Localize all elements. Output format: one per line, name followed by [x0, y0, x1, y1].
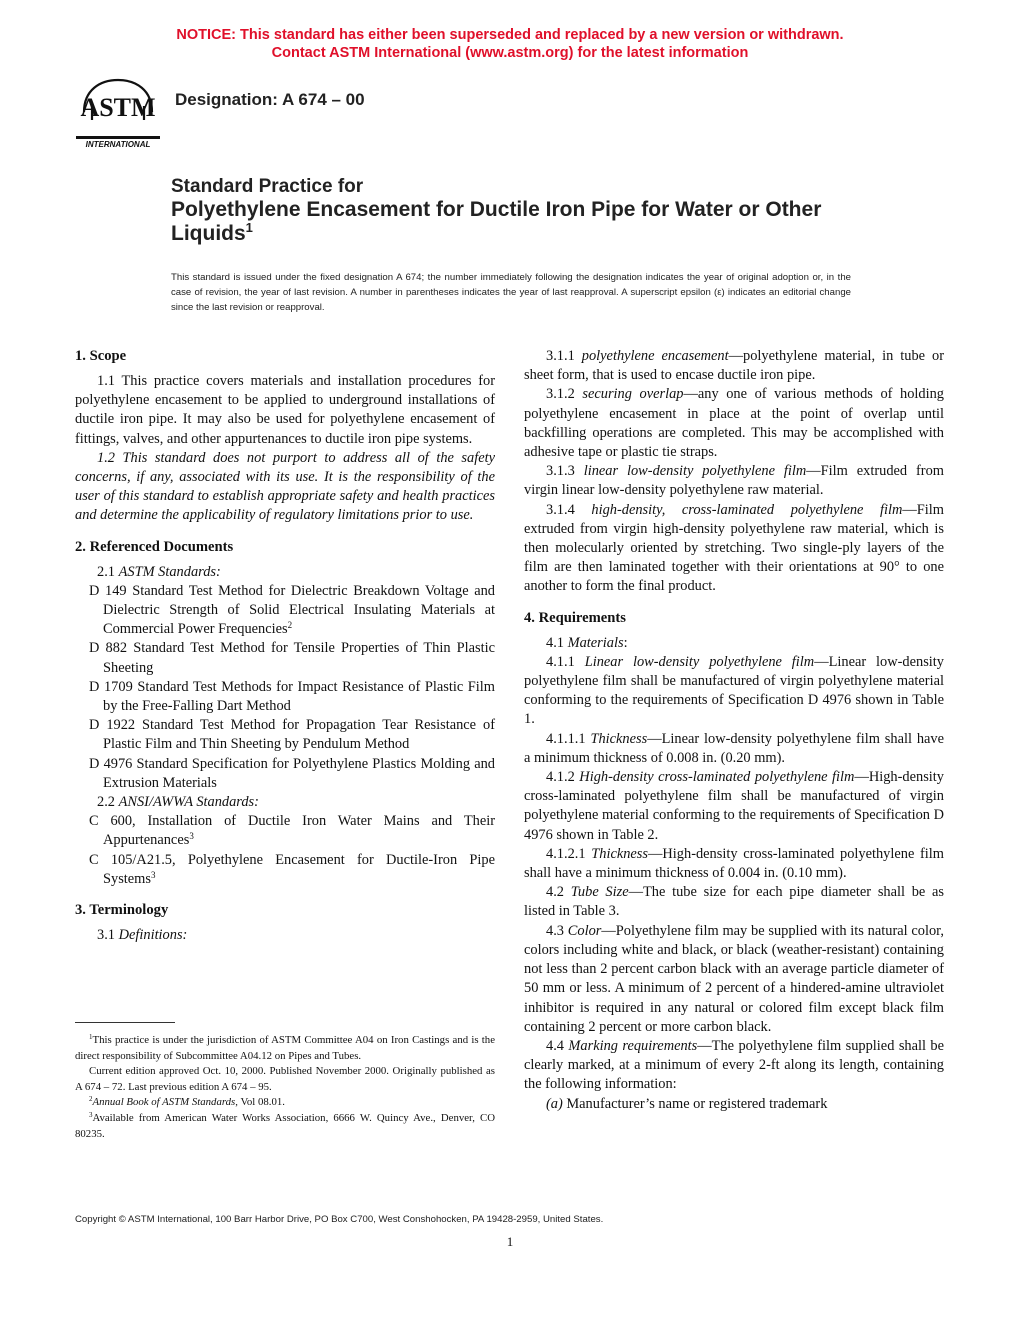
scope-heading: 1. Scope	[75, 348, 127, 364]
terminology-heading: 3. Terminology	[75, 902, 169, 919]
ref-d1922: D 1922 Standard Test Method for Propagation Tear Resistance of Plastic Film and Thin Sheeting by Pendulum Method	[89, 717, 495, 753]
footnote-2: $^2$Annual Book of ASTM Standards, Vol 08.01.	[89, 1095, 285, 1109]
title-footnote-mark: 1	[245, 220, 253, 235]
issuance-statement: This standard is issued under the fixed designation A 674; the number immediately following the designation indicates the year of original adoption or, in the case of revision, the year of last revision. A number in parentheses indicates the year of last reapproval. A superscript epsilon (ε) indicates an editorial change since the last revision or reapproval.	[171, 272, 851, 313]
req-4-4: 4.4 Marking requirements—The polyethylene film supplied shall be clearly marked, at a minimum of every 2-ft along its length, containing the following information:	[524, 1037, 944, 1093]
designation: Designation: A 674 – 00	[175, 90, 365, 109]
requirements-heading: 4. Requirements	[524, 609, 626, 626]
title-text: Polyethylene Encasement for Ductile Iron Pipe for Water or Other Liquids	[171, 198, 822, 245]
notice-line-2: Contact ASTM International (www.astm.org) for the latest information	[271, 45, 749, 61]
refs-heading: 2. Referenced Documents	[75, 538, 234, 555]
req-4-1-1: 4.1.1 Linear low-density polyethylene film—Linear low-density polyethylene film shall be manufactured of virgin polyethylene material conforming to the requirements of Specification D 4976 shown in Table 1.	[524, 653, 944, 728]
req-4-2: 4.2 Tube Size—The tube size for each pipe diameter shall be as listed in Table 3.	[524, 884, 945, 920]
left-column	[75, 347, 495, 945]
req-4-4-a: (a) Manufacturer’s name or registered trademark	[546, 1095, 828, 1112]
scope-1-2: 1.2 This standard does not purport to address all of the safety concerns, if any, associated with its use. It is the responsibility of the user of this standard to establish appropriate safety and health practices and determine the applicability of regulatory limitations prior to use.	[75, 449, 495, 524]
footnote-rule	[75, 1022, 175, 1023]
refs-ansi: 2.2 ANSI/AWWA Standards:	[97, 794, 259, 811]
footnote-1: $^1$This practice is under the jurisdiction of ASTM Committee A04 on Iron Castings and is the direct responsibility of Subcommittee A04.12 on Pipes and Tubes.	[75, 1033, 495, 1062]
ref-d149: D 149 Standard Test Method for Dielectric Breakdown Voltage and Dielectric Strength of Solid Electrical Insulating Materials at Commercial Power Frequencies$^2$	[89, 582, 495, 638]
footnotes	[75, 1033, 495, 1142]
astm-logo	[74, 76, 162, 150]
notice-line-1: NOTICE: This standard has either been superseded and replaced by a new version or withdrawn.	[176, 27, 844, 43]
right-column	[524, 347, 944, 1114]
req-4-3: 4.3 Color—Polyethylene film may be supplied with its natural color, colors including white and black, or black (weather-resistant) containing not less than 2 percent carbon black with an average particle diameter of 50 mm or less. A minimum of 2 percent of a hindered-amine ultraviolet inhibitor is required in any natural or colored film except black film containing 2 percent or more carbon black.	[524, 922, 944, 1035]
terminology-definitions: 3.1 Definitions:	[97, 927, 188, 944]
copyright: Copyright © ASTM International, 100 Barr Harbor Drive, PO Box C700, West Conshohocken, PA 19428-2959, United States.	[75, 1214, 604, 1225]
page-number: 1	[506, 1234, 514, 1249]
footnote-1b: Current edition approved Oct. 10, 2000. Published November 2000. Originally published as A 674 – 72. Last previous edition A 674 – 95.	[75, 1065, 495, 1093]
req-4-1-2: 4.1.2 High-density cross-laminated polyethylene film—High-density cross-laminated polyethylene film shall be manufactured of virgin polyethylene material conforming to the requirements of Specification D 4976 shown in Table 2.	[524, 769, 944, 843]
ref-d4976: D 4976 Standard Specification for Polyethylene Plastics Molding and Extrusion Materials	[89, 755, 495, 791]
title-block	[171, 175, 891, 246]
def-3-1-1: 3.1.1 polyethylene encasement—polyethylene material, in tube or sheet form, that is used to encase ductile iron pipe.	[524, 348, 945, 384]
req-4-1-1-1: 4.1.1.1 Thickness—Linear low-density polyethylene film shall have a minimum thickness of 0.008 in. (0.20 mm).	[524, 730, 944, 766]
def-3-1-2: 3.1.2 securing overlap—any one of various methods of holding polyethylene encasement in place at the point of overlap until backfilling operations are completed. This may be accomplished with adhesive tape or plastic tie straps.	[524, 386, 944, 461]
scope-1-1: 1.1 This practice covers materials and installation procedures for polyethylene encasement to be applied to underground installations of ductile iron pipe. It may also be used for polyethylene encasement of fittings, valves, and other appurtenances to ductile iron pipe systems.	[75, 373, 495, 447]
ref-d882: D 882 Standard Test Method for Tensile Properties of Thin Plastic Sheeting	[89, 640, 495, 676]
ref-c600: C 600, Installation of Ductile Iron Water Mains and Their Appurtenances$^3$	[89, 813, 495, 849]
title-prefix: Standard Practice for	[171, 176, 364, 197]
req-4-1: 4.1 Materials:	[546, 634, 628, 651]
logo-sub: INTERNATIONAL	[85, 140, 151, 149]
logo-letters: ASTM	[80, 93, 156, 122]
def-3-1-3: 3.1.3 linear low-density polyethylene film—Film extruded from virgin linear low-density polyethylene raw material.	[524, 463, 944, 499]
def-3-1-4: 3.1.4 high-density, cross-laminated polyethylene film—Film extruded from virgin high-density polyethylene raw material, which is then molecularly oriented by stretching. Two single-ply layers of the film are then laminated together with their orientations at 90° to one another to form the final product.	[524, 501, 944, 595]
supersession-notice	[0, 26, 1020, 62]
req-4-1-2-1: 4.1.2.1 Thickness—High-density cross-laminated polyethylene film shall have a minimum thickness of 0.004 in. (0.10 mm).	[524, 845, 944, 882]
ref-c105: C 105/A21.5, Polyethylene Encasement for Ductile-Iron Pipe Systems$^3$	[89, 851, 495, 887]
refs-astm: 2.1 ASTM Standards:	[97, 563, 221, 580]
title-main	[171, 198, 891, 246]
ref-d1709: D 1709 Standard Test Methods for Impact Resistance of Plastic Film by the Free-Falling Dart Method	[89, 678, 495, 715]
footnote-3: $^3$Available from American Water Works Association, 6666 W. Quincy Ave., Denver, CO 80235.	[75, 1110, 495, 1140]
